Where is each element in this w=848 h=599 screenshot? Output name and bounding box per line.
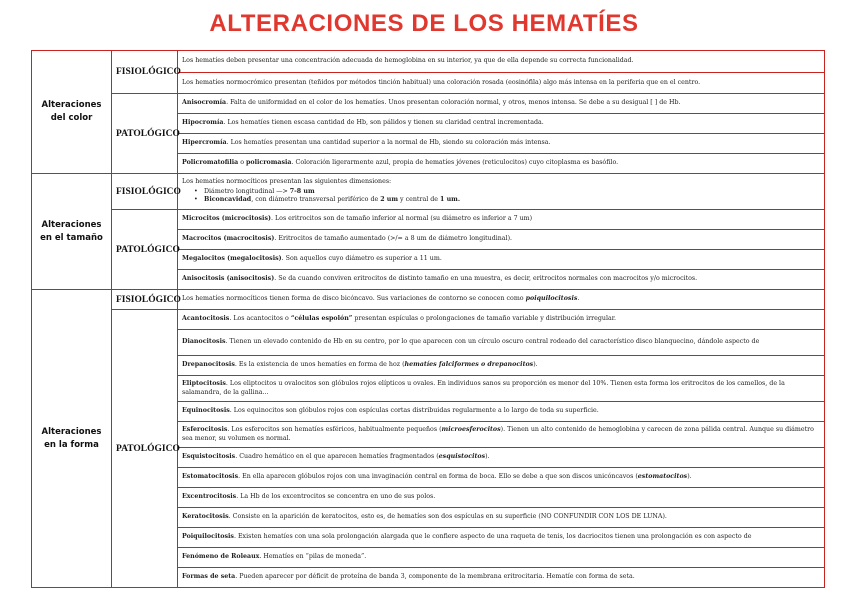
- bold-term: Drepanocitosis: [182, 361, 235, 369]
- bold-term: Hipocromía: [182, 119, 224, 127]
- bold-term: Fenómeno de Roleaux: [182, 553, 260, 561]
- bold-term: Estomatocitosis: [182, 473, 239, 481]
- bold-term: Macrocitos (macrocitosis): [182, 235, 275, 243]
- text-segment: . Es la existencia de unos hematíes en forma de hoz (: [234, 361, 405, 369]
- table-row: [32, 210, 825, 230]
- description-cell: [178, 402, 825, 422]
- description-cell: [178, 114, 825, 134]
- description-cell: [178, 448, 825, 468]
- list-item: [204, 188, 820, 196]
- text-segment: . Los eliptocitos u ovalocitos son glóbulos rojos elípticos u ovales. En individuos sanos su proporción es menor del 10%. Tienen esta forma los eritrocitos de los camellos, de la salamandra, de la gallina...: [182, 380, 785, 396]
- italic-term: hematíes falciformes o drepanocitos: [404, 361, 534, 369]
- bold-term: Megalocitos (megalocitosis): [182, 255, 282, 263]
- description-cell: [178, 51, 825, 73]
- text-segment: . Se da cuando conviven eritrocitos de distinto tamaño en una muestra, es decir, eritrocitos normales con macrocitos y/o microcitos.: [274, 275, 698, 283]
- bold-term: Acantocitosis: [182, 315, 230, 323]
- table-row: [32, 290, 825, 310]
- description-cell: [178, 73, 825, 94]
- description-cell: [178, 356, 825, 376]
- text-segment: ). Tienen un alto contenido de hemoglobina y carecen de zona pálida central. Aunque su diámetro sea menor, su volumen es normal.: [182, 426, 814, 442]
- text-segment: . Existen hematíes con una sola prolongación alargada que le confiere aspecto de una raqueta de tenis, los dacriocitos tienen una prolongación es con aspecto de: [233, 533, 752, 541]
- description-cell: [178, 154, 825, 174]
- text-segment: o: [238, 159, 246, 167]
- patologico-label: PATOLÓGICO: [112, 210, 178, 290]
- category-label: Alteraciones del color: [32, 51, 112, 174]
- patologico-label: PATOLÓGICO: [112, 94, 178, 174]
- text-segment: . Eritrocitos de tamaño aumentado (>/= a 8 um de diámetro longitudinal).: [274, 235, 513, 243]
- description-cell: [178, 230, 825, 250]
- description-cell: [178, 568, 825, 588]
- text-segment: ).: [485, 453, 490, 461]
- table-row: [32, 310, 825, 330]
- bold-term: “células espolón”: [290, 315, 353, 323]
- description-cell: [178, 250, 825, 270]
- text-segment: , con diámetro transversal periférico de: [251, 196, 381, 204]
- description-cell: [178, 290, 825, 310]
- text-segment: . Coloración ligerarmente azul, propia de hematíes jóvenes (reticulocitos) cuyo citoplasma es basófilo.: [291, 159, 619, 167]
- text-segment: . Los acantocitos o: [229, 315, 291, 323]
- patologico-label: PATOLÓGICO: [112, 310, 178, 588]
- text-segment: . Consiste en la aparición de keratocitos, esto es, de hematíes son dos espículas en su superficie (NO CONFUNDIR CON LOS DE LUNA).: [228, 513, 667, 521]
- bold-term: Hipercromía: [182, 139, 227, 147]
- text-segment: . Son aquellos cuyo diámetro es superior a 11 um.: [281, 255, 442, 263]
- page-title: ALTERACIONES DE LOS HEMATÍES: [209, 10, 639, 37]
- description-cell: [178, 488, 825, 508]
- text-segment: . Los hematíes presentan una cantidad superior a la normal de Hb, siendo su coloración más intensa.: [226, 139, 551, 147]
- text-segment: . Los equinocitos son glóbulos rojos con espículas cortas distribuidas regularmente a lo largo de toda su superficie.: [229, 407, 599, 415]
- description-cell: [178, 468, 825, 488]
- text-segment: y central de: [398, 196, 440, 204]
- table-row: [32, 174, 825, 210]
- text-segment: . Tienen un elevado contenido de Hb en su centro, por lo que aparecen con un círculo oscuro central rodeado del característico disco blanquecino, dándole aspecto de: [225, 338, 760, 346]
- category-label: Alteraciones en el tamaño: [32, 174, 112, 290]
- bold-term: Poiquilocitosis: [182, 533, 234, 541]
- description-cell: [178, 330, 825, 356]
- description-cell: [178, 174, 825, 210]
- description-cell: [178, 94, 825, 114]
- text-segment: Diámetro longitudinal —>: [204, 187, 290, 195]
- text-segment: presentan espículas o prolongaciones de tamaño variable y distribución irregular.: [352, 315, 617, 323]
- description-cell: [178, 376, 825, 402]
- bold-term: 1 um.: [440, 196, 461, 204]
- fisiologico-label: FISIOLÓGICO: [112, 174, 178, 210]
- fisiologico-label: FISIOLÓGICO: [112, 51, 178, 94]
- bold-term: Biconcavidad: [204, 196, 252, 204]
- description-cell: [178, 270, 825, 290]
- bold-term: Esferocitosis: [182, 426, 228, 434]
- dimension-list: [182, 188, 820, 205]
- italic-term: esquistocitos: [438, 453, 486, 461]
- text-segment: . Los eritrocitos son de tamaño inferior al normal (su diámetro es inferior a 7 um): [270, 215, 533, 223]
- text-segment: . Los esferocitos son hematíes esféricos, habitualmente pequeños (: [227, 426, 442, 434]
- description-cell: [178, 548, 825, 568]
- description-cell: [178, 210, 825, 230]
- text-segment: . Pueden aparecer por déficit de proteína de banda 3, componente de la membrana eritrocitaria. Hematíe con forma de seta.: [235, 573, 635, 581]
- table-row: [32, 51, 825, 73]
- table-row: [32, 94, 825, 114]
- category-label: Alteraciones en la forma: [32, 290, 112, 588]
- italic-term: estomatocitos: [637, 473, 688, 481]
- bold-term: Dianocitosis: [182, 338, 226, 346]
- description-cell: [178, 310, 825, 330]
- italic-term: poiquilocitosis: [525, 295, 578, 303]
- bold-term: Anisocitosis (anisocitosis): [182, 275, 275, 283]
- text-segment: ).: [533, 361, 538, 369]
- text-segment: . Cuadro hemático en el que aparecen hematíes fragmentados (: [235, 453, 439, 461]
- text-segment: ).: [687, 473, 692, 481]
- text-segment: Los hematíes normocrómico presentan (teñidos por métodos tinción habitual) una coloración rosada (eosinófila) algo más intensa en la periferia que en el centro.: [182, 78, 701, 86]
- bold-term: Formas de seta: [182, 573, 236, 581]
- list-item: [204, 196, 820, 204]
- text-segment: . En ella aparecen glóbulos rojos con una invaginación central en forma de boca. Ello se debe a que son discos unicóncavos (: [238, 473, 638, 481]
- bold-term: Keratocitosis: [182, 513, 229, 521]
- fisiologico-label: FISIOLÓGICO: [112, 290, 178, 310]
- text-segment: Los hematíes deben presentar una concentración adecuada de hemoglobina en su interior, ya que de ella depende su correcta funcionalidad.: [182, 57, 634, 65]
- bold-term: Equinocitosis: [182, 407, 230, 415]
- bold-term: 7-8 um: [289, 187, 315, 195]
- bold-term: Microcitos (microcitosis): [182, 215, 271, 223]
- description-cell: [178, 134, 825, 154]
- bold-term: Esquistocitosis: [182, 453, 236, 461]
- hematies-table: [31, 50, 825, 588]
- bold-term: 2 um: [380, 196, 399, 204]
- intro-text: Los hematíes normocíticos presentan las siguientes dimensiones:: [182, 178, 392, 186]
- description-cell: [178, 422, 825, 448]
- bold-term: policromasia: [246, 159, 292, 167]
- description-cell: [178, 508, 825, 528]
- text-segment: . Los hematíes tienen escasa cantidad de Hb, son pálidos y tienen su claridad central incrementada.: [223, 119, 544, 127]
- text-segment: .: [577, 295, 580, 303]
- bold-term: Excentrocitosis: [182, 493, 237, 501]
- text-segment: . La Hb de los excentrocitos se concentra en uno de sus polos.: [236, 493, 436, 501]
- text-segment: Los hematíes normocíticos tienen forma de disco bicóncavo. Sus variaciones de contorno se conocen como: [182, 295, 526, 303]
- bold-term: Eliptocitosis: [182, 380, 226, 388]
- italic-term: microesferocitos: [441, 426, 501, 434]
- bold-term: Policromatofilia: [182, 159, 239, 167]
- text-segment: . Falta de uniformidad en el color de los hematíes. Unos presentan coloración normal, y otros, menos intensa. Se debe a su desigual [ ] de Hb.: [226, 99, 681, 107]
- text-segment: . Hematíes en “pilas de moneda”.: [259, 553, 367, 561]
- bold-term: Anisocromía: [182, 99, 227, 107]
- description-cell: [178, 528, 825, 548]
